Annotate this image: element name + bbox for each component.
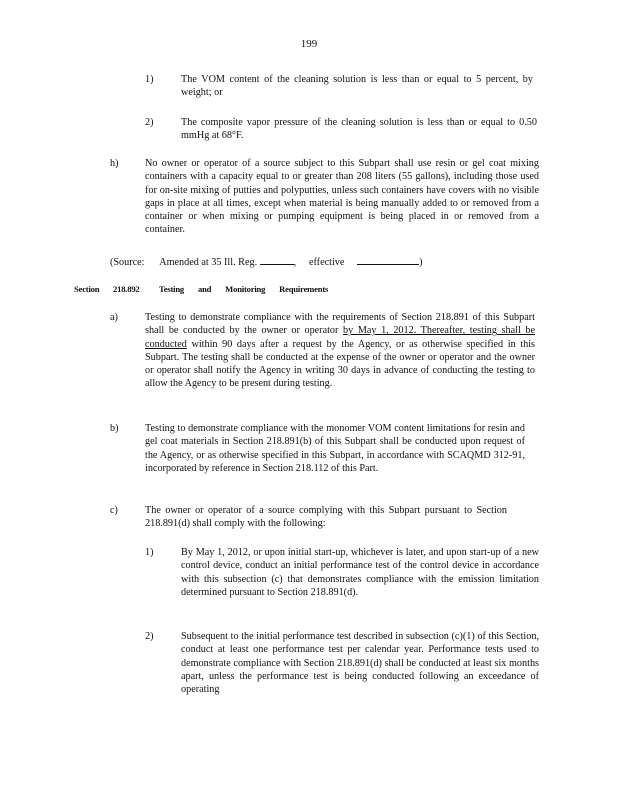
reg-blank <box>260 255 294 265</box>
subsection-b-label: b) <box>110 423 119 434</box>
section-word: Section <box>74 284 100 294</box>
subsection-b-text: Testing to demonstrate compliance with the monomer VOM content limitations for resin and gel coat materials in Section 218.891(b) of this Subpart shall be conducted upon request of the Agency, or as otherwise specified in this Subpart, in accordance with SCAQMD 312-91, incorporated by reference in Section 218.112 of this Part. <box>145 423 525 474</box>
subsection-a-text <box>145 311 535 391</box>
source-effective: effective <box>308 257 345 268</box>
subsection-a-text-before: Testing to demonstrate compliance with the requirements of Section 218.891 of this Subpart shall be conducted by the owner or operator <box>145 312 535 337</box>
section-title: Testing and Monitoring Requirements <box>159 284 329 294</box>
source-amended: Amended at 35 Ill. Reg. <box>159 257 258 268</box>
subsection-c1-text: By May 1, 2012, or upon initial start-up, whichever is later, and upon start-up of a new control device, conduct an initial performance test of the control device in accordance with this subsection (c) that demonstrates compliance with the emission limitation determined pursuant to Section 218.891(d). <box>181 547 539 598</box>
subsection-c-label: c) <box>110 505 118 516</box>
section-number: 218.892 <box>113 284 140 294</box>
source-comma: , <box>293 257 297 268</box>
item-2-text: The composite vapor pressure of the cleaning solution is less than or equal to 0.50 mmHg at 68°F. <box>181 117 537 142</box>
subsection-c1-label: 1) <box>145 547 154 558</box>
source-close: ) <box>419 257 423 268</box>
source-open: (Source: <box>110 257 145 268</box>
item-h-text: No owner or operator of a source subject to this Subpart shall use resin or gel coat mixing containers with a capacity equal to or greater than 208 liters (55 gallons), including those used for on-site mixing of putties and polyputties, unless such containers have covers with no visible gaps in place at all times, except when material is being manually added to or removed from a container or when mixing or pumping equipment is being placed in or removed from a container. <box>145 158 539 236</box>
subsection-a-underlined: by May 1, 2012. Thereafter, testing shall be conducted <box>145 325 536 350</box>
page-number: 199 <box>300 38 318 50</box>
item-h-label: h) <box>110 158 119 169</box>
source-note <box>110 255 530 269</box>
item-1-text: The VOM content of the cleaning solution is less than or equal to 5 percent, by weight; or <box>181 74 533 99</box>
item-2-label: 2) <box>145 117 154 128</box>
subsection-c-text: The owner or operator of a source complying with this Subpart pursuant to Section 218.891(d) shall comply with the following: <box>145 505 507 530</box>
subsection-c2-label: 2) <box>145 631 154 642</box>
subsection-a-label: a) <box>110 312 118 323</box>
effective-blank <box>357 255 419 265</box>
subsection-c2-text: Subsequent to the initial performance test described in subsection (c)(1) of this Section, conduct at least one performance test per calendar year. Performance tests used to demonstrate compliance with Section 218.891(d) shall be conducted at least six months apart, unless the performance test is being conducted following an exceedance of operating <box>181 631 539 696</box>
item-1-label: 1) <box>145 74 154 85</box>
subsection-a-text-after: within 90 days after a request by the Agency, or as otherwise specified in this Subpart. The testing shall be conducted at the expense of the owner or operator and the owner or operator shall notify the Agency in writing 30 days in advance of conducting the testing to allow the Agency to be present during testing. <box>145 338 535 390</box>
